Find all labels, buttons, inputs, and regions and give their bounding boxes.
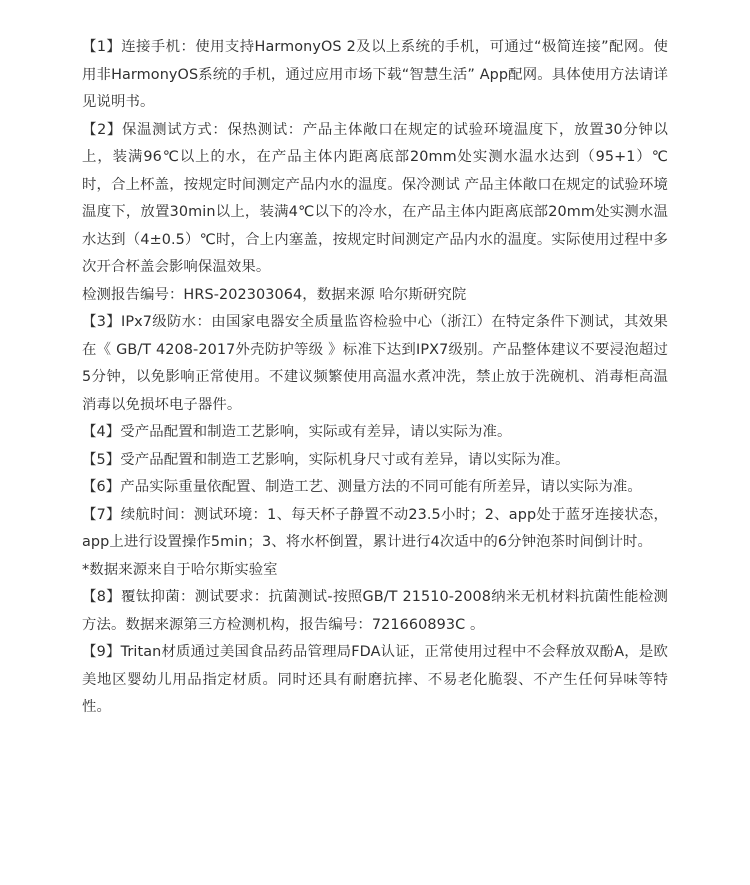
- note-waterproof: 【3】IPx7级防水：由国家电器安全质量监咨检验中心（浙江）在特定条件下测试，其效果在《 GB/T 4208-2017外壳防护等级 》标准下达到IPX7级别。产品整体建议不要浸泡超过5分钟，以免影响正常使用。不建议频繁使用高温水煮冲洗，禁止放于洗碗机、消毒柜高温消毒以免损坏电子器件。: [82, 314, 668, 413]
- note-weight-variance: 【6】产品实际重量依配置、制造工艺、测量方法的不同可能有所差异，请以实际为准。: [82, 479, 642, 495]
- note-test-report-number: 检测报告编号：HRS-202303064，数据来源 哈尔斯研究院: [82, 286, 467, 303]
- note-antibacterial: 【8】覆钛抑菌：测试要求：抗菌测试-按照GB/T 21510-2008纳米无机材料抗菌性能检测方法。数据来源第三方检测机构，报告编号：721660893C 。: [82, 589, 668, 633]
- note-connect-phone: 【1】连接手机：使用支持HarmonyOS 2及以上系统的手机，可通过“极简连接”配网。使用非HarmonyOS系统的手机，通过应用市场下载“智慧生活” App配网。具体使用方法请详见说明书。: [82, 39, 668, 110]
- disclaimer-notes: [82, 34, 668, 722]
- note-config-variance: 【4】受产品配置和制造工艺影响，实际或有差异，请以实际为准。: [82, 424, 512, 440]
- note-tritan-material: 【9】Tritan材质通过美国食品药品管理局FDA认证，正常使用过程中不会释放双酚A，是欧美地区婴幼儿用品指定材质。同时还具有耐磨抗摔、不易老化脆裂、不产生任何异味等特性。: [82, 644, 668, 715]
- note-insulation-test: 【2】保温测试方式：保热测试：产品主体敞口在规定的试验环境温度下，放置30分钟以上，装满96℃以上的水，在产品主体内距离底部20mm处实测水温水达到（95+1）℃时，合上杯盖，按规定时间测定产品内水的温度。保冷测试 产品主体敞口在规定的试验环境温度下，放置30min以上，装满4℃以下的冷水，在产品主体内距离底部20mm处实测水温水达到（4±0.5）℃时，合上内塞盖，按规定时间测定产品内水的温度。实际使用过程中多次开合杯盖会影响保温效果。: [82, 121, 668, 275]
- note-size-variance: 【5】受产品配置和制造工艺影响，实际机身尺寸或有差异，请以实际为准。: [82, 451, 570, 468]
- note-data-source: *数据来源来自于哈尔斯实验室: [82, 561, 278, 578]
- note-battery-life: 【7】续航时间：测试环境：1、每天杯子静置不动23.5小时；2、app处于蓝牙连接状态，app上进行设置操作5min；3、将水杯倒置，累计进行4次适中的6分钟泡茶时间倒计时。: [82, 506, 668, 550]
